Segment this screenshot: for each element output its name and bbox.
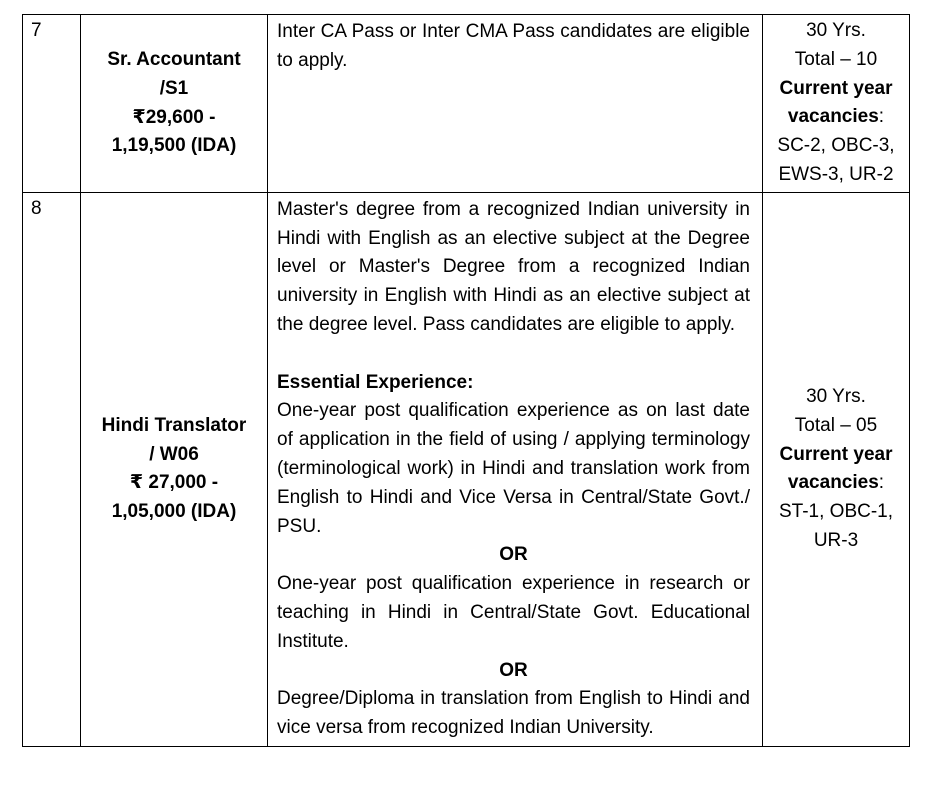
- post-code: / W06: [149, 443, 199, 465]
- degree-requirement: Master's degree from a recognized Indian university in Hindi with English as an elective subject at the Degree level or Master's Degree from a recognized Indian university in English with Hindi as an elective subject at the degree level. Pass candidates are eligible to apply.: [277, 198, 750, 335]
- vacancies-colon: :: [878, 472, 885, 494]
- post-code: /S1: [159, 77, 189, 99]
- serial-number: 7: [31, 20, 42, 41]
- pay-scale-end: 1,19,500 (IDA): [111, 135, 237, 157]
- age-limit: 30 Yrs.: [806, 20, 866, 41]
- vacancy-breakdown: SC-2, OBC-3,: [777, 135, 895, 157]
- age-limit: 30 Yrs.: [806, 385, 866, 407]
- current-year-label: Current year: [779, 77, 893, 99]
- age-vacancy-cell: [763, 192, 910, 746]
- serial-number: 8: [31, 197, 42, 219]
- post-title: Hindi Translator: [101, 414, 247, 436]
- experience-option-1: One-year post qualification experience as on last date of application in the field of using / applying terminology (terminological work) in Hindi and translation work from English to Hindi and Vice Versa in Central/State Govt./ PSU.: [277, 400, 750, 537]
- or-separator: OR: [499, 544, 528, 566]
- table-row: [23, 192, 910, 746]
- age-vacancy-cell: [763, 15, 910, 193]
- vacancies-label: vacancies: [787, 472, 879, 494]
- post-title: Sr. Accountant: [107, 49, 241, 70]
- vacancies-colon: :: [878, 106, 885, 128]
- vacancy-breakdown: EWS-3, UR-2: [778, 163, 894, 185]
- eligibility-table: [22, 14, 910, 747]
- vacancy-breakdown: ST-1, OBC-1,: [778, 501, 894, 523]
- total-vacancies: Total – 05: [794, 414, 878, 436]
- table-row: [23, 15, 910, 193]
- qualification-text: Inter CA Pass or Inter CMA Pass candidates are eligible to apply.: [277, 21, 750, 71]
- current-year-label: Current year: [779, 443, 893, 465]
- experience-option-2: One-year post qualification experience in research or teaching in Hindi in Central/State Govt. Educational Institute.: [277, 573, 750, 652]
- serial-number-cell: [23, 15, 81, 193]
- pay-scale-start: ₹29,600 -: [132, 106, 216, 128]
- post-cell: [81, 15, 268, 193]
- experience-option-3: Degree/Diploma in translation from English to Hindi and vice versa from recognized Indian University.: [277, 688, 750, 739]
- pay-scale-end: 1,05,000 (IDA): [111, 501, 237, 523]
- serial-number-cell: [23, 192, 81, 746]
- post-cell: [81, 192, 268, 746]
- pay-scale-start: ₹ 27,000 -: [129, 472, 219, 494]
- qualification-cell: [268, 192, 763, 746]
- qualification-cell: [268, 15, 763, 193]
- vacancies-label: vacancies: [787, 106, 879, 128]
- or-separator: OR: [499, 659, 528, 681]
- experience-heading: Essential Experience:: [277, 371, 474, 393]
- vacancy-breakdown: UR-3: [813, 529, 859, 551]
- total-vacancies: Total – 10: [794, 48, 878, 70]
